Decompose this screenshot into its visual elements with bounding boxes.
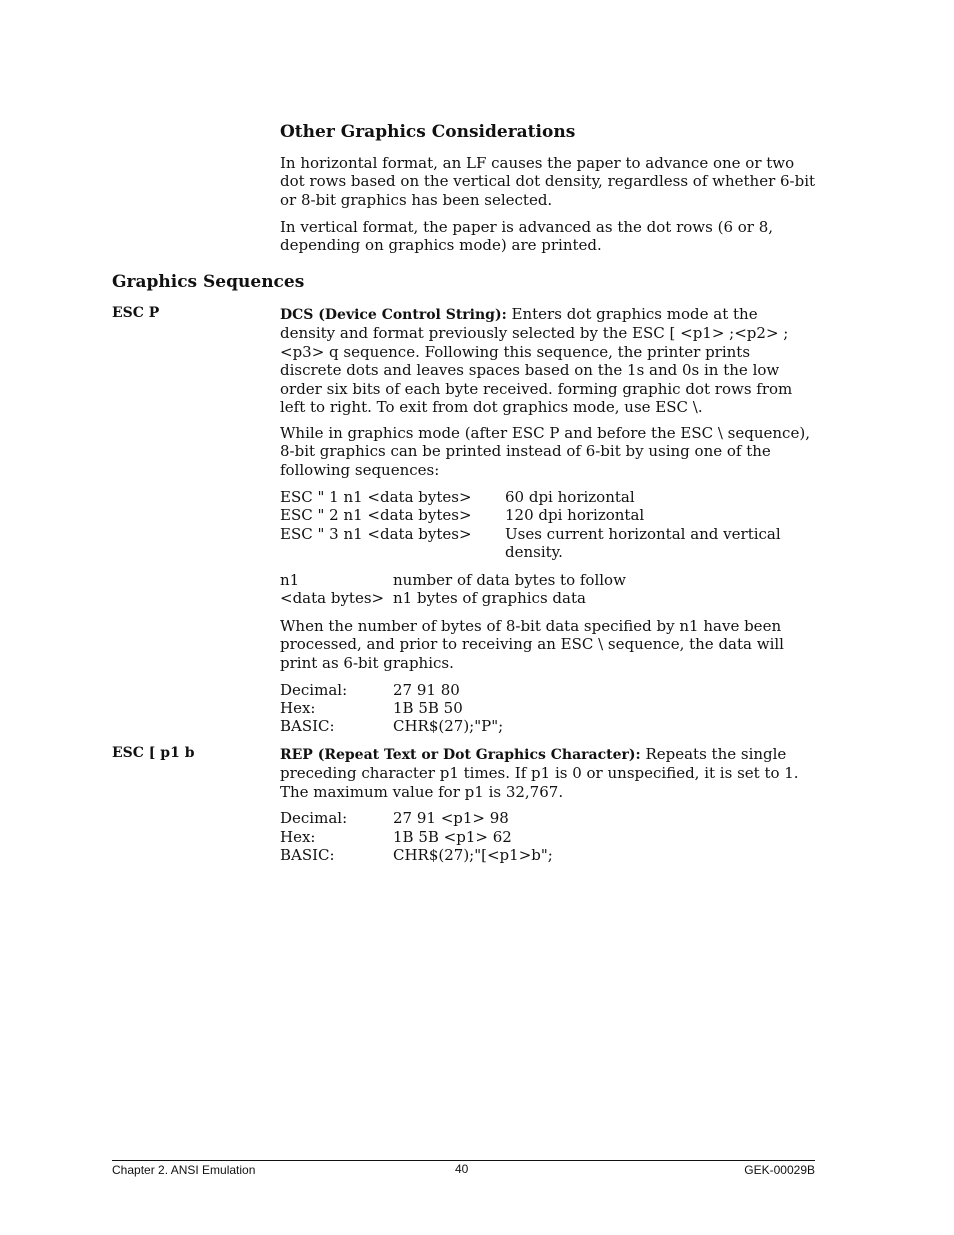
command-name: REP (Repeat Text or Dot Graphics Character): <box>280 747 641 763</box>
param-name: <data bytes> <box>280 589 385 607</box>
footer-doc-id: GEK-00029B <box>744 1163 815 1177</box>
footer-rule <box>112 1160 815 1161</box>
paragraph: In horizontal format, an LF causes the paper to advance one or two dot rows based on the vertical dot density, regardless of whether 6-bit or 8-bit graphics has been selected. <box>280 154 816 209</box>
command-description <box>280 305 816 416</box>
paragraph: While in graphics mode (after ESC P and before the ESC \ sequence), 8-bit graphics can be printed instead of 6-bit by using one of the following sequences: <box>280 424 810 479</box>
param-name: n1 <box>280 571 300 589</box>
sequence-desc: 120 dpi horizontal <box>505 506 645 524</box>
sequence-code: ESC " 1 n1 <data bytes> <box>280 488 472 506</box>
paragraph: When the number of bytes of 8-bit data specified by n1 have been processed, and prior to receiving an ESC \ sequence, the data will print as 6-bit graphics. <box>280 617 784 672</box>
code-key: Decimal: <box>280 681 348 699</box>
section-heading: Other Graphics Considerations <box>280 122 576 142</box>
command-name: DCS (Device Control String): <box>280 307 507 323</box>
command-label: ESC [ p1 b <box>112 745 195 761</box>
command-description <box>280 745 816 801</box>
footer-page-number: 40 <box>455 1162 469 1176</box>
code-value: CHR$(27);"[<p1>b"; <box>393 846 553 864</box>
code-value: 1B 5B 50 <box>393 699 463 717</box>
code-value: 27 91 <p1> 98 <box>393 809 509 827</box>
code-value: CHR$(27);"P"; <box>393 717 504 735</box>
section-heading: Graphics Sequences <box>112 272 305 292</box>
sequence-desc: Uses current horizontal and vertical density. <box>505 525 781 562</box>
sequence-code: ESC " 2 n1 <data bytes> <box>280 506 472 524</box>
code-key: BASIC: <box>280 717 335 735</box>
footer-chapter: Chapter 2. ANSI Emulation <box>112 1163 256 1177</box>
code-value: 1B 5B <p1> 62 <box>393 828 512 846</box>
param-desc: number of data bytes to follow <box>393 571 626 589</box>
sequence-code: ESC " 3 n1 <data bytes> <box>280 525 472 543</box>
command-desc-text: Enters dot graphics mode at the density and format previously selected by the ESC [ <p1> ;<p2> ; <p3> q sequence. Following this sequence, the printer prints discrete dots and leaves spaces based on the 1s and 0s in the low order six bits of each byte received. forming graphic dot rows from left to right. To exit from dot graphics mode, use ESC \. <box>280 305 793 417</box>
command-desc-text: Repeats the single preceding character p1 times. If p1 is 0 or unspecified, it is set to 1. The maximum value for p1 is 32,767. <box>280 745 799 801</box>
sequence-desc: 60 dpi horizontal <box>505 488 635 506</box>
command-label: ESC P <box>112 305 160 321</box>
code-key: BASIC: <box>280 846 335 864</box>
paragraph: In vertical format, the paper is advanced as the dot rows (6 or 8, depending on graphics mode) are printed. <box>280 218 774 255</box>
code-key: Hex: <box>280 699 316 717</box>
code-value: 27 91 80 <box>393 681 460 699</box>
code-key: Hex: <box>280 828 316 846</box>
param-desc: n1 bytes of graphics data <box>393 589 586 607</box>
code-key: Decimal: <box>280 809 348 827</box>
